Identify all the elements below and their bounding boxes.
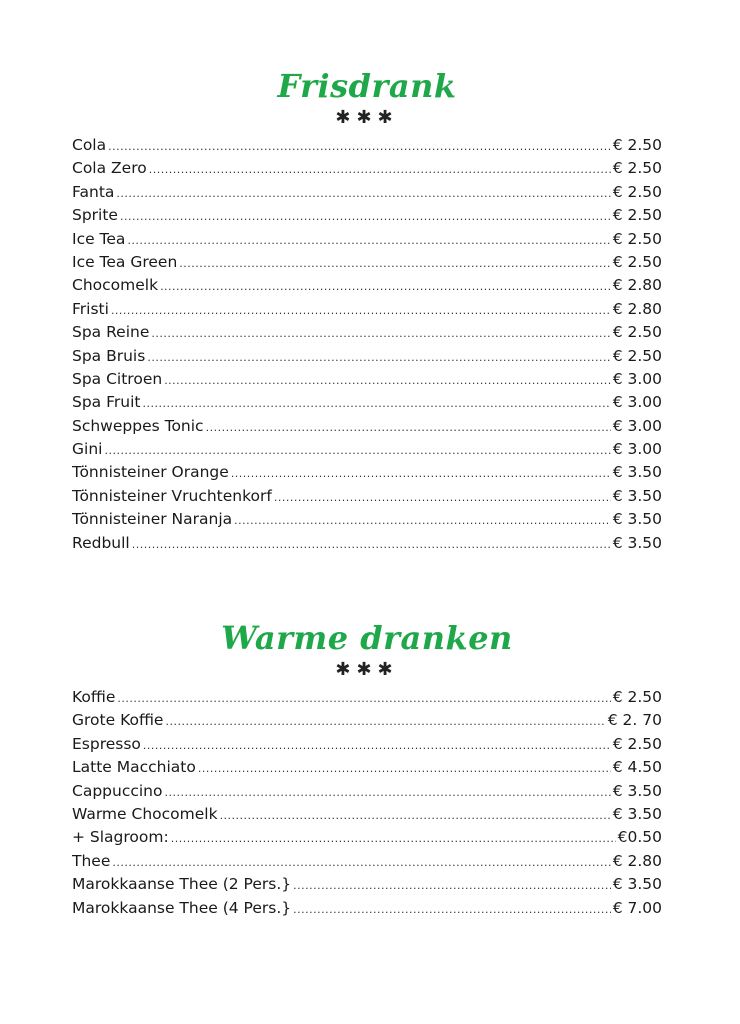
menu-item xyxy=(72,850,662,873)
menu-item xyxy=(72,345,662,368)
item-price: € 2.50 xyxy=(612,182,662,201)
dot-leader xyxy=(142,392,610,414)
menu-item xyxy=(72,709,662,732)
item-name: Spa Citroen xyxy=(72,369,163,388)
item-name: Spa Bruis xyxy=(72,346,146,365)
item-name: Tönnisteiner Naranja xyxy=(72,510,233,529)
item-name: Espresso xyxy=(72,734,141,753)
item-price: € 4.50 xyxy=(612,758,662,777)
item-name: Fristi xyxy=(72,299,109,318)
item-name: Cappuccino xyxy=(72,781,163,800)
dot-leader xyxy=(165,710,605,732)
item-price: € 7.00 xyxy=(612,898,662,917)
dot-leader xyxy=(179,252,610,274)
section-title: Warme dranken xyxy=(221,619,513,657)
item-price: € 2.80 xyxy=(612,276,662,295)
item-name: Ice Tea Green xyxy=(72,252,178,271)
menu-item xyxy=(72,803,662,826)
item-price: € 2.50 xyxy=(612,159,662,178)
item-name: Sprite xyxy=(72,206,118,225)
menu-item xyxy=(72,756,662,779)
section-warme-dranken xyxy=(72,618,662,920)
menu-list xyxy=(72,134,662,555)
menu-list xyxy=(72,686,662,920)
item-name: Koffie xyxy=(72,688,116,706)
dot-leader xyxy=(127,229,610,251)
item-price: € 3.50 xyxy=(612,463,662,482)
item-price: € 3.50 xyxy=(612,486,662,505)
item-price: € 3.50 xyxy=(612,875,662,894)
menu-item xyxy=(72,298,662,321)
dot-leader xyxy=(164,369,611,391)
dot-leader xyxy=(108,135,611,157)
item-price: € 2.50 xyxy=(612,346,662,365)
item-price: € 2.50 xyxy=(612,136,662,154)
menu-item xyxy=(72,532,662,555)
menu-item xyxy=(72,321,662,344)
item-name: Chocomelk xyxy=(72,276,159,295)
item-name: Tönnisteiner Orange xyxy=(72,463,229,482)
menu-item xyxy=(72,204,662,227)
item-name: Tönnisteiner Vruchtenkorf xyxy=(72,486,272,505)
item-price: € 2.50 xyxy=(612,206,662,225)
dot-leader xyxy=(120,205,611,227)
item-price: €0.50 xyxy=(617,828,662,847)
dot-leader xyxy=(104,439,610,461)
dot-leader xyxy=(198,757,611,779)
item-name: Fanta xyxy=(72,182,115,201)
dot-leader xyxy=(151,322,610,344)
item-name: + Slagroom: xyxy=(72,828,169,847)
dot-leader xyxy=(234,509,611,531)
item-price: € 2.80 xyxy=(612,299,662,318)
menu-item xyxy=(72,415,662,438)
item-name: Schweppes Tonic xyxy=(72,416,204,435)
item-price: € 3.00 xyxy=(612,369,662,388)
item-name: Marokkaanse Thee (4 Pers.} xyxy=(72,898,292,917)
dot-leader xyxy=(164,781,610,803)
item-name: Ice Tea xyxy=(72,229,126,248)
dot-leader xyxy=(293,898,611,920)
dot-leader xyxy=(117,687,610,709)
menu-item xyxy=(72,686,662,709)
star-divider-icon: ✱✱✱ xyxy=(335,659,399,680)
menu-item xyxy=(72,485,662,508)
item-name: Grote Koffie xyxy=(72,711,164,730)
menu-item xyxy=(72,368,662,391)
dot-leader xyxy=(112,851,610,873)
menu-item xyxy=(72,157,662,180)
item-price: € 2.50 xyxy=(612,734,662,753)
menu-item xyxy=(72,134,662,157)
dot-leader xyxy=(274,486,611,508)
item-price: € 2.50 xyxy=(612,323,662,342)
dot-leader xyxy=(132,533,611,555)
menu-item xyxy=(72,733,662,756)
item-name: Warme Chocomelk xyxy=(72,804,218,823)
dot-leader xyxy=(143,734,611,756)
dot-leader xyxy=(171,827,616,849)
item-name: Cola Zero xyxy=(72,159,147,178)
item-price: € 3.50 xyxy=(612,804,662,823)
menu-item xyxy=(72,438,662,461)
menu-item xyxy=(72,391,662,414)
item-price: € 3.50 xyxy=(612,533,662,552)
item-name: Latte Macchiato xyxy=(72,758,196,777)
menu-item xyxy=(72,780,662,803)
item-name: Cola xyxy=(72,136,107,154)
item-price: € 3.00 xyxy=(612,440,662,459)
menu-item xyxy=(72,228,662,251)
menu-item xyxy=(72,181,662,204)
dot-leader xyxy=(147,346,610,368)
item-price: € 2.50 xyxy=(612,229,662,248)
dot-leader xyxy=(116,182,610,204)
dot-leader xyxy=(160,275,611,297)
item-price: € 2.80 xyxy=(612,851,662,870)
dot-leader xyxy=(111,299,611,321)
item-price: € 3.00 xyxy=(612,416,662,435)
dot-leader xyxy=(231,462,611,484)
section-frisdrank xyxy=(72,66,662,555)
item-price: € 2.50 xyxy=(612,252,662,271)
item-price: € 2.50 xyxy=(612,688,662,706)
menu-item xyxy=(72,251,662,274)
dot-leader xyxy=(149,158,611,180)
dot-leader xyxy=(293,874,611,896)
item-name: Thee xyxy=(72,851,111,870)
item-price: € 2. 70 xyxy=(607,711,662,730)
dot-leader xyxy=(206,416,611,438)
item-name: Redbull xyxy=(72,533,130,552)
section-title: Frisdrank xyxy=(277,67,457,105)
item-name: Spa Reine xyxy=(72,323,150,342)
item-price: € 3.50 xyxy=(612,510,662,529)
menu-item xyxy=(72,897,662,920)
star-divider-icon: ✱✱✱ xyxy=(335,107,399,128)
menu-item xyxy=(72,826,662,849)
menu-item xyxy=(72,508,662,531)
item-price: € 3.50 xyxy=(612,781,662,800)
item-name: Marokkaanse Thee (2 Pers.} xyxy=(72,875,292,894)
dot-leader xyxy=(220,804,611,826)
item-name: Gini xyxy=(72,440,103,459)
menu-item xyxy=(72,873,662,896)
item-price: € 3.00 xyxy=(612,393,662,412)
menu-item xyxy=(72,461,662,484)
item-name: Spa Fruit xyxy=(72,393,141,412)
menu-item xyxy=(72,274,662,297)
